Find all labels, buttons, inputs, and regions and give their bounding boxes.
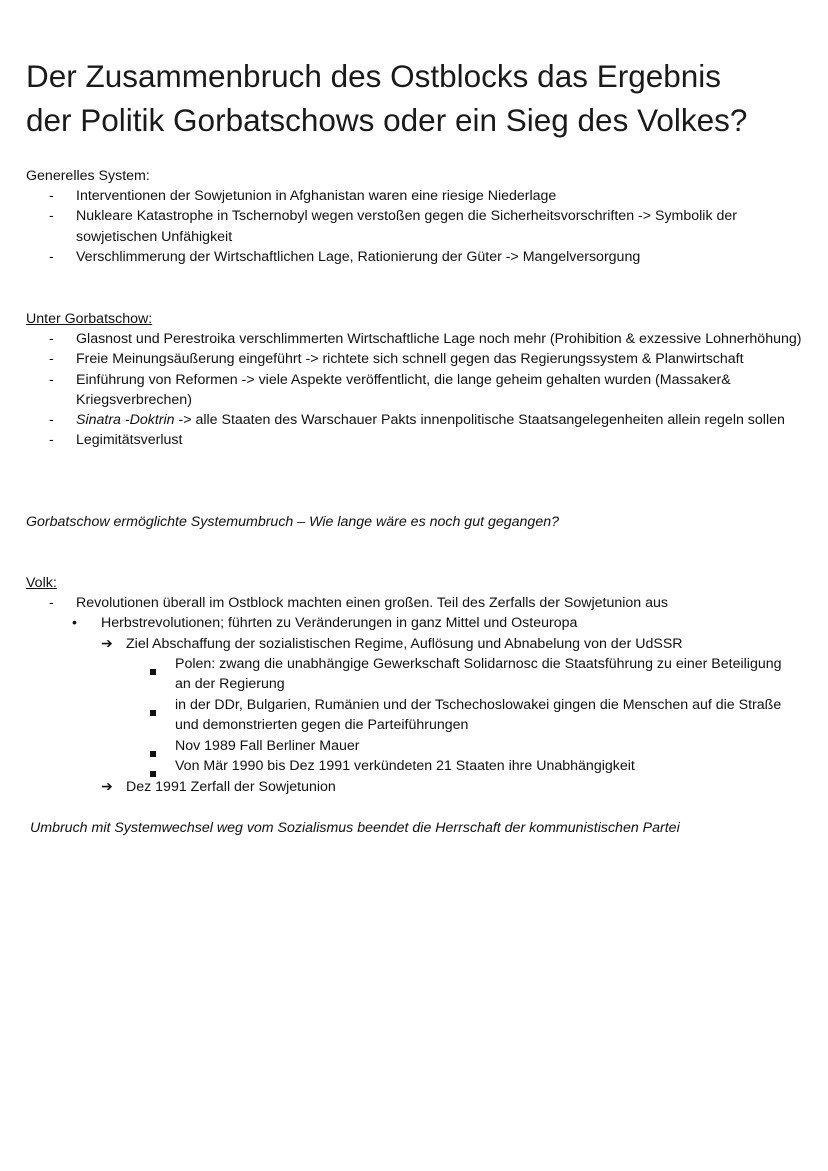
list-item-text: Revolutionen überall im Ostblock machten einen großen. Teil des Zerfalls der Sowjetunion aus xyxy=(76,595,668,611)
dash-marker: - xyxy=(49,432,54,449)
dash-marker: - xyxy=(49,188,54,204)
list-item-text: Interventionen der Sowjetunion in Afghanistan waren eine riesige Niederlage xyxy=(76,188,557,204)
list-item xyxy=(26,186,806,206)
list-item-text: Herbstrevolutionen; führten zu Veränderungen in ganz Mittel und Osteuropa xyxy=(101,615,578,631)
list-item xyxy=(26,410,806,430)
dash-marker: - xyxy=(49,595,54,611)
list-item-text: -> alle Staaten des Warschauer Pakts innenpolitische Staatsangelegenheiten allein regeln sollen xyxy=(174,412,785,429)
list-item xyxy=(26,329,806,349)
list-item xyxy=(26,430,806,450)
dash-marker: - xyxy=(49,412,54,429)
section-heading-general: Generelles System: xyxy=(26,168,150,184)
gorbatschow-list xyxy=(26,329,806,451)
list-item-text: Von Mär 1990 bis Dez 1991 verkündeten 21 Staaten ihre Unabhängigkeit xyxy=(175,758,635,774)
title-line-1: Der Zusammenbruch des Ostblocks das Ergebnis xyxy=(26,58,722,94)
list-item-text: Nukleare Katastrophe in Tschernobyl wegen verstoßen gegen die Sicherheitsvorschriften -> Symbolik der sowjetischen Unfähigkeit xyxy=(76,208,737,245)
volk-conclusion: Umbruch mit Systemwechsel weg vom Sozialismus beendet die Herrschaft der kommunistischen Partei xyxy=(30,820,680,836)
dash-marker: - xyxy=(49,248,54,265)
list-item xyxy=(26,349,806,369)
general-list xyxy=(26,186,806,267)
list-item-text: Einführung von Reformen -> viele Aspekte veröffentlicht, die lange geheim gehalten wurden (Massaker& Kriegsverbrechen) xyxy=(76,371,731,408)
list-item-text: Legimitätsverlust xyxy=(76,432,183,449)
gorbatschow-conclusion: Gorbatschow ermöglichte Systemumbruch – Wie lange wäre es noch gut gegangen? xyxy=(26,514,559,530)
arrow-item-text: Ziel Abschaffung der sozialistischen Regime, Auflösung und Abnabelung von der UdSSR xyxy=(126,636,683,652)
list-item xyxy=(26,247,806,267)
bullet-marker: • xyxy=(72,615,77,631)
list-item-text: Polen: zwang die unabhängige Gewerkschaft Solidarnosc die Staatsführung zu einer Beteiligung an der Regierung xyxy=(175,656,782,693)
arrow-icon: ➔ xyxy=(101,636,113,652)
dash-marker: - xyxy=(49,351,54,368)
title-line-2: der Politik Gorbatschows oder ein Sieg des Volkes? xyxy=(26,102,748,138)
list-item-text: Glasnost und Perestroika verschlimmerten Wirtschaftliche Lage noch mehr (Prohibition & exzessive Lohnerhöhung) xyxy=(76,331,802,347)
dash-marker: - xyxy=(49,208,54,225)
list-item-text: Nov 1989 Fall Berliner Mauer xyxy=(175,738,360,754)
list-item xyxy=(26,370,806,411)
list-item-text: Freie Meinungsäußerung eingeführt -> richtete sich schnell gegen das Regierungssystem & Planwirtschaft xyxy=(76,351,744,368)
dash-marker: - xyxy=(49,371,54,388)
arrow-icon: ➔ xyxy=(101,779,113,795)
square-bullet-icon xyxy=(150,702,156,722)
section-heading-gorbatschow: Unter Gorbatschow: xyxy=(26,311,153,327)
section-heading-volk: Volk: xyxy=(26,575,57,591)
list-item-text: in der DDr, Bulgarien, Rumänien und der Tschechoslowakei gingen die Menschen auf die Straße und demonstrierten gegen die Parteiführungen xyxy=(175,697,782,734)
list-item-text: Verschlimmerung der Wirtschaftlichen Lage, Rationierung der Güter -> Mangelversorgung xyxy=(76,248,641,265)
dash-marker: - xyxy=(49,331,54,347)
square-bullet-icon xyxy=(150,661,156,681)
sinatra-doctrine-term: Sinatra -Doktrin xyxy=(76,412,175,429)
arrow-item-text: Dez 1991 Zerfall der Sowjetunion xyxy=(126,779,336,795)
page-title xyxy=(26,54,816,142)
list-item xyxy=(26,206,806,247)
square-bullet-icon xyxy=(150,743,156,763)
